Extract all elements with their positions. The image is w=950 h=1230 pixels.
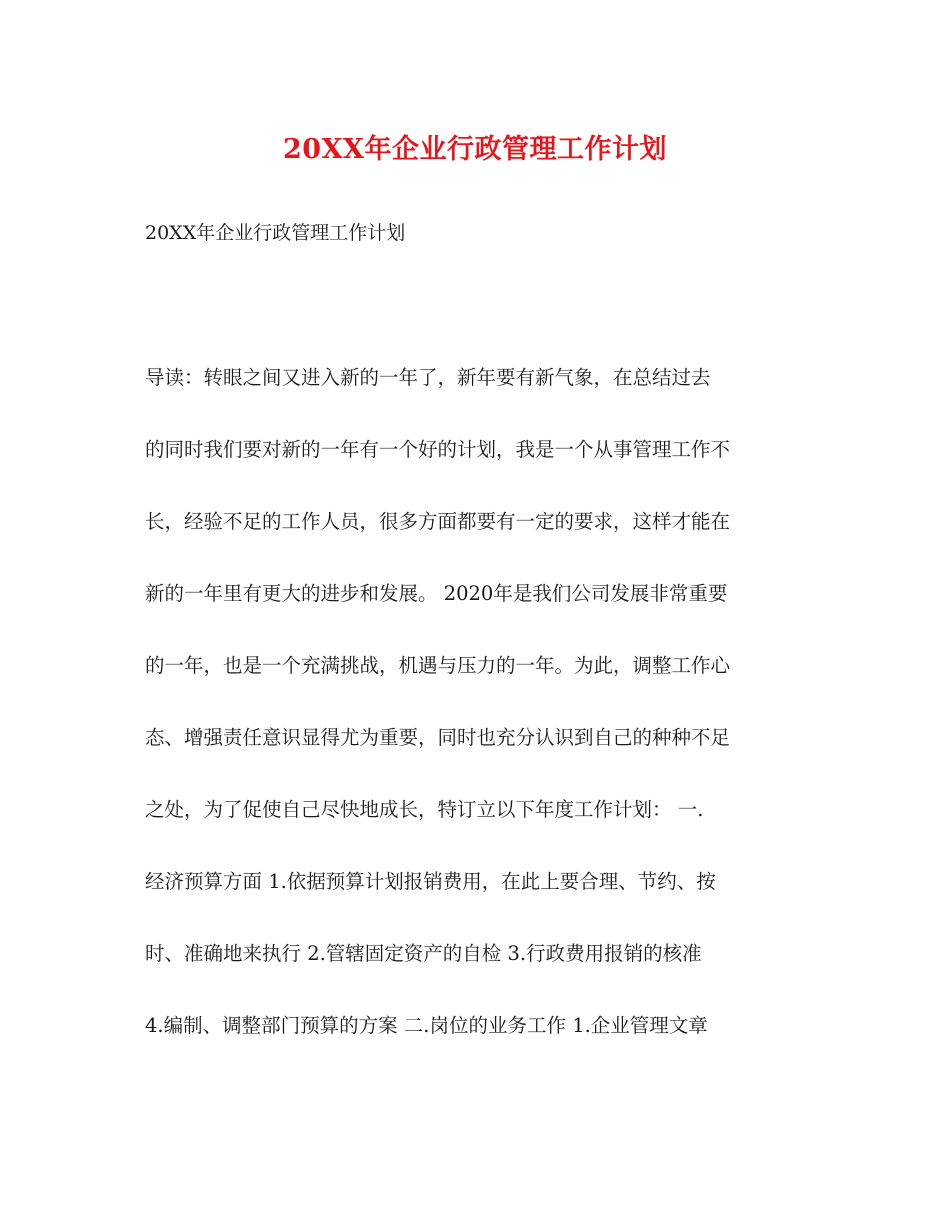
- document-body: [145, 360, 805, 1080]
- body-line-2: 的同时我们要对新的一年有一个好的计划，我是一个从事管理工作不: [145, 438, 731, 461]
- body-line-7: 之处，为了促使自己尽快地成长，特订立以下年度工作计划： 一.: [145, 798, 704, 821]
- body-line-6: 态、增强责任意识显得尤为重要，同时也充分认识到自己的种种不足: [145, 726, 731, 749]
- body-line-3: 长，经验不足的工作人员，很多方面都要有一定的要求，这样才能在: [145, 510, 731, 533]
- body-line-1: 导读：转眼之间又进入新的一年了，新年要有新气象，在总结过去: [145, 366, 711, 389]
- body-line-9: 时、准确地来执行 2.管辖固定资产的自检 3.行政费用报销的核准: [145, 942, 702, 965]
- body-line-5: 的一年，也是一个充满挑战，机遇与压力的一年。为此，调整工作心: [145, 654, 731, 677]
- body-line-8: 经济预算方面 1.依据预算计划报销费用，在此上要合理、节约、按: [145, 870, 716, 893]
- body-line-4: 新的一年里有更大的进步和发展。 2020年是我们公司发展非常重要: [145, 582, 728, 605]
- document-subtitle: 20XX年企业行政管理工作计划: [145, 222, 406, 244]
- body-line-10: 4.编制、调整部门预算的方案 二.岗位的业务工作 1.企业管理文章: [145, 1014, 708, 1037]
- document-title: 20XX年企业行政管理工作计划: [283, 134, 667, 165]
